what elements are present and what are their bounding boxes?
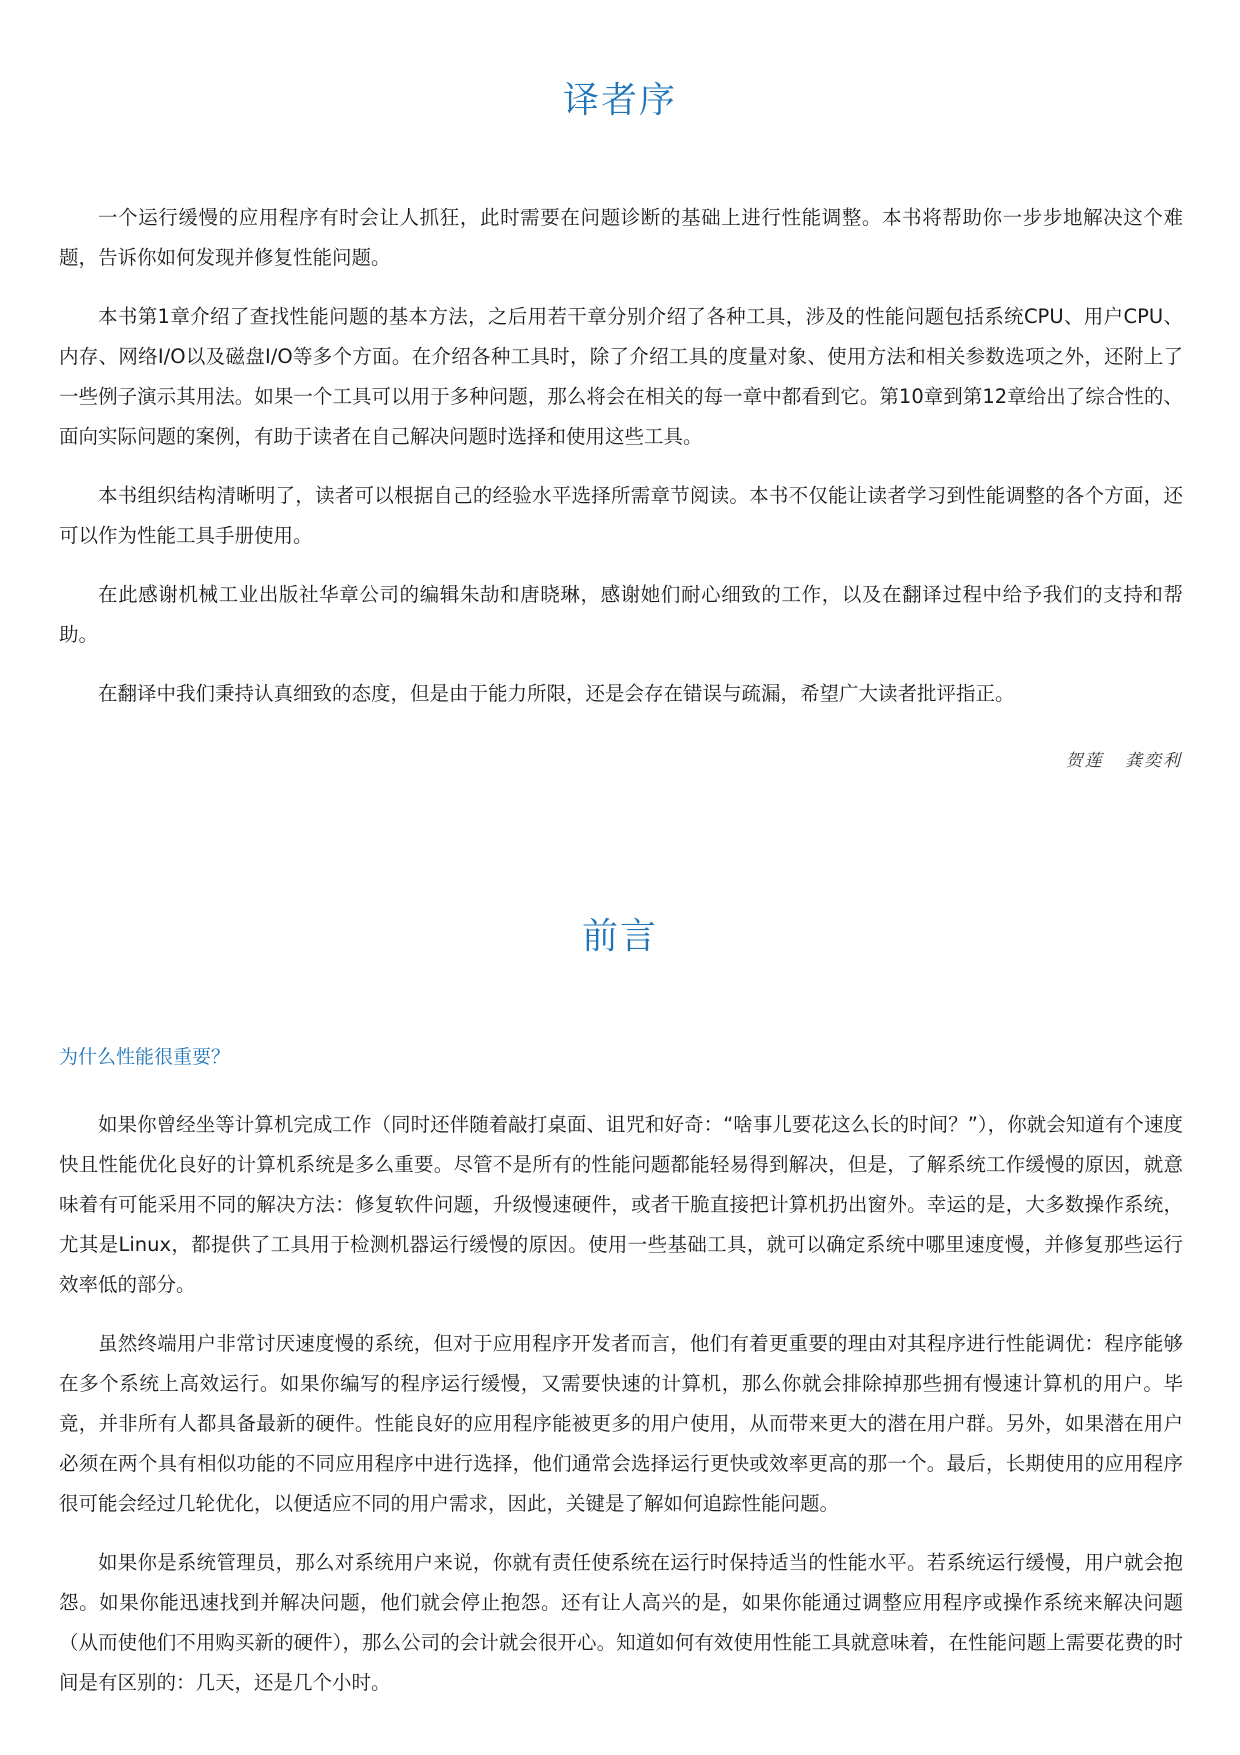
preface-body xyxy=(59,1105,1183,1722)
paragraph: 本书组织结构清晰明了，读者可以根据自己的经验水平选择所需章节阅读。本书不仅能让读者学习到性能调整的各个方面，还可以作为性能工具手册使用。 xyxy=(59,484,1183,547)
paragraph: 本书第1章介绍了查找性能问题的基本方法，之后用若干章分别介绍了各种工具，涉及的性能问题包括系统CPU、用户CPU、内存、网络I/O以及磁盘I/O等多个方面。在介绍各种工具时，除了介绍工具的度量对象、使用方法和相关参数选项之外，还附上了一些例子演示其用法。如果一个工具可以用于多种问题，那么将会在相关的每一章中都看到它。第10章到第12章给出了综合性的、面向实际问题的案例，有助于读者在自己解决问题时选择和使用这些工具。 xyxy=(59,305,1183,448)
preface-title: 前言 xyxy=(581,916,658,957)
translator-preface-body xyxy=(59,198,1183,733)
translator-preface-title: 译者序 xyxy=(562,80,677,121)
paragraph: 在此感谢机械工业出版社华章公司的编辑朱劼和唐晓琳，感谢她们耐心细致的工作，以及在翻译过程中给予我们的支持和帮助。 xyxy=(59,583,1183,646)
paragraph: 如果你是系统管理员，那么对系统用户来说，你就有责任使系统在运行时保持适当的性能水平。若系统运行缓慢，用户就会抱怨。如果你能迅速找到并解决问题，他们就会停止抱怨。还有让人高兴的是，如果你能通过调整应用程序或操作系统来解决问题（从而使他们不用购买新的硬件），那么公司的会计就会很开心。知道如何有效使用性能工具就意味着，在性能问题上需要花费的时间是有区别的：几天，还是几个小时。 xyxy=(59,1551,1183,1694)
translator-signature: 贺莲 龚奕利 xyxy=(1065,751,1182,771)
paragraph: 在翻译中我们秉持认真细致的态度，但是由于能力所限，还是会存在错误与疏漏，希望广大读者批评指正。 xyxy=(98,682,1015,705)
preface-subheading: 为什么性能很重要？ xyxy=(59,1046,231,1068)
paragraph: 一个运行缓慢的应用程序有时会让人抓狂，此时需要在问题诊断的基础上进行性能调整。本书将帮助你一步步地解决这个难题，告诉你如何发现并修复性能问题。 xyxy=(59,206,1183,269)
paragraph: 虽然终端用户非常讨厌速度慢的系统，但对于应用程序开发者而言，他们有着更重要的理由对其程序进行性能调优：程序能够在多个系统上高效运行。如果你编写的程序运行缓慢，又需要快速的计算机，那么你就会排除掉那些拥有慢速计算机的用户。毕竟，并非所有人都具备最新的硬件。性能良好的应用程序能被更多的用户使用，从而带来更大的潜在用户群。另外，如果潜在用户必须在两个具有相似功能的不同应用程序中进行选择，他们通常会选择运行更快或效率更高的那一个。最后，长期使用的应用程序很可能会经过几轮优化，以便适应不同的用户需求，因此，关键是了解如何追踪性能问题。 xyxy=(59,1332,1183,1515)
paragraph: 如果你曾经坐等计算机完成工作（同时还伴随着敲打桌面、诅咒和好奇：“啥事儿要花这么长的时间？”），你就会知道有个速度快且性能优化良好的计算机系统是多么重要。尽管不是所有的性能问题都能轻易得到解决，但是，了解系统工作缓慢的原因，就意味着有可能采用不同的解决方法：修复软件问题，升级慢速硬件，或者干脆直接把计算机扔出窗外。幸运的是，大多数操作系统，尤其是Linux，都提供了工具用于检测机器运行缓慢的原因。使用一些基础工具，就可以确定系统中哪里速度慢，并修复那些运行效率低的部分。 xyxy=(59,1113,1183,1296)
